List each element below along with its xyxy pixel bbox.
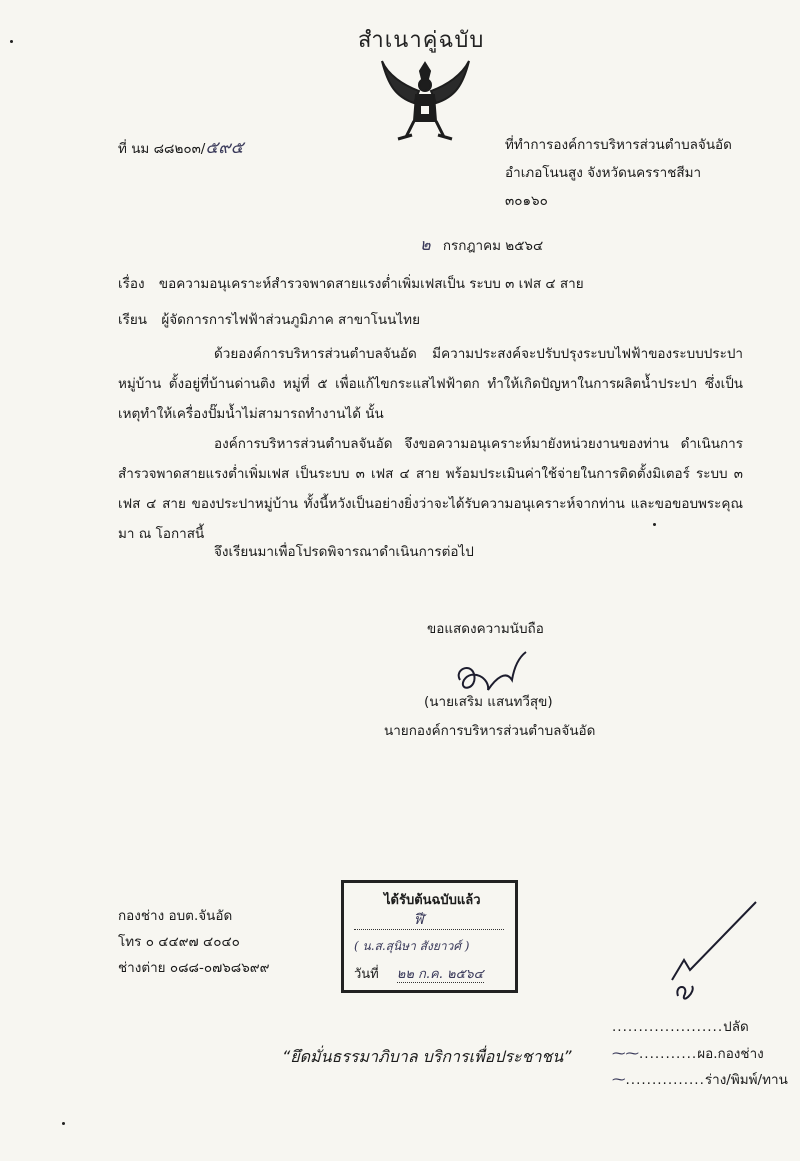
date-day-handwritten: ๒ <box>420 235 431 254</box>
subject-label: เรื่อง <box>118 276 145 292</box>
receipt-stamp <box>341 880 518 993</box>
approval-row-3: ⁓...............ร่าง/พิมพ์/ทาน <box>612 1072 788 1088</box>
contact-department: กองช่าง อบต.จันอัด <box>118 908 233 924</box>
approval-row-1: .....................ปลัด <box>612 1019 749 1035</box>
signer-title: นายกองค์การบริหารส่วนตำบลจันอัด <box>384 723 596 739</box>
copy-stamp: สำเนาคู่ฉบับ <box>358 28 485 53</box>
letter-date <box>420 233 543 258</box>
contact-block <box>118 903 270 981</box>
receipt-date-value: ๒๒ ก.ค. ๒๕๖๔ <box>396 967 484 982</box>
contact-phone: โทร ๐ ๔๔๙๗ ๔๐๔๐ <box>118 934 240 950</box>
approval-scribble-icon <box>670 900 760 1000</box>
scan-speck <box>653 523 656 526</box>
recipient-label: เรียน <box>118 312 148 328</box>
body-paragraph-1: ด้วยองค์การบริหารส่วนตำบลจันอัด มีความประสงค์จะปรับปรุงระบบไฟฟ้าของระบบประปาหมู่บ้าน ตั้งอยู่ที่บ้านด่านติง หมู่ที่ ๕ เพื่อแก้ไขกระแสไฟฟ้าตก ทำให้เกิดปัญหาในการผลิตน้ำประปา ซึ่งเป็นเหตุทำให้เครื่องปั๊มน้ำไม่สามารถทำงานได้ นั้น <box>118 346 743 422</box>
date-month-year: กรกฎาคม ๒๕๖๔ <box>442 238 544 254</box>
recipient-line <box>118 308 420 330</box>
closing-text: ขอแสดงความนับถือ <box>427 621 544 637</box>
receipt-signature-line: ฬี <box>354 913 504 930</box>
body-paragraph-3: จึงเรียนมาเพื่อโปรดพิจารณาดำเนินการต่อไป <box>214 544 474 560</box>
scan-speck <box>10 40 13 43</box>
approval-label-3: ร่าง/พิมพ์/ทาน <box>704 1072 788 1088</box>
approval-label-1: ปลัด <box>723 1019 749 1035</box>
reference-number-handwritten: ๕๙๕ <box>205 138 244 158</box>
sender-line-1: ที่ทำการองค์การบริหารส่วนตำบลจันอัด <box>505 137 732 153</box>
motto: “ยึดมั่นธรรมาภิบาล บริการเพื่อประชาชน” <box>282 1047 572 1066</box>
approval-row-2: ⁓⁓...........ผอ.กองช่าง <box>612 1046 764 1062</box>
approval-label-2: ผอ.กองช่าง <box>697 1046 764 1062</box>
receipt-title: ได้รับต้นฉบับแล้ว <box>384 893 481 908</box>
reference-number-prefix: ที่ นม ๘๘๒๐๓/ <box>118 141 206 157</box>
subject-text: ขอความอนุเคราะห์สำรวจพาดสายแรงต่ำเพิ่มเฟสเป็น ระบบ ๓ เฟส ๔ สาย <box>158 276 584 292</box>
recipient-text: ผู้จัดการการไฟฟ้าส่วนภูมิภาค สาขาโนนไทย <box>161 312 420 328</box>
sender-postcode: ๓๐๑๖๐ <box>505 193 548 209</box>
sender-line-2: อำเภอโนนสูง จังหวัดนครราชสีมา <box>505 165 702 181</box>
reference-number <box>118 134 244 161</box>
body-paragraph-2: องค์การบริหารส่วนตำบลจันอัด จึงขอความอนุเคราะห์มายังหน่วยงานของท่าน ดำเนินการสำรวจพาดสายแรงต่ำเพิ่มเฟส เป็นระบบ ๓ เฟส ๔ สาย พร้อมประเมินค่าใช้จ่ายในการติดตั้งมิเตอร์ ระบบ ๓ เฟส ๔ สาย ของประปาหมู่บ้าน ทั้งนี้หวังเป็นอย่างยิ่งว่าจะได้รับความอนุเคราะห์จากท่าน และขอขอบพระคุณมา ณ โอกาสนี้ <box>118 436 743 542</box>
signer-name: (นายเสริม แสนทวีสุข) <box>424 694 553 710</box>
receipt-name: ( น.ส.สุนิษา สังยาวศ์ ) <box>354 939 470 953</box>
contact-technician: ช่างต่าย ๐๘๘-๐๗๖๘๖๙๙ <box>118 960 270 976</box>
sender-address <box>505 131 732 215</box>
receipt-date-label: วันที่ <box>354 967 379 982</box>
subject-line <box>118 272 584 294</box>
scan-speck <box>62 1122 65 1125</box>
garuda-emblem-icon <box>378 55 473 145</box>
receipt-date <box>354 963 484 984</box>
